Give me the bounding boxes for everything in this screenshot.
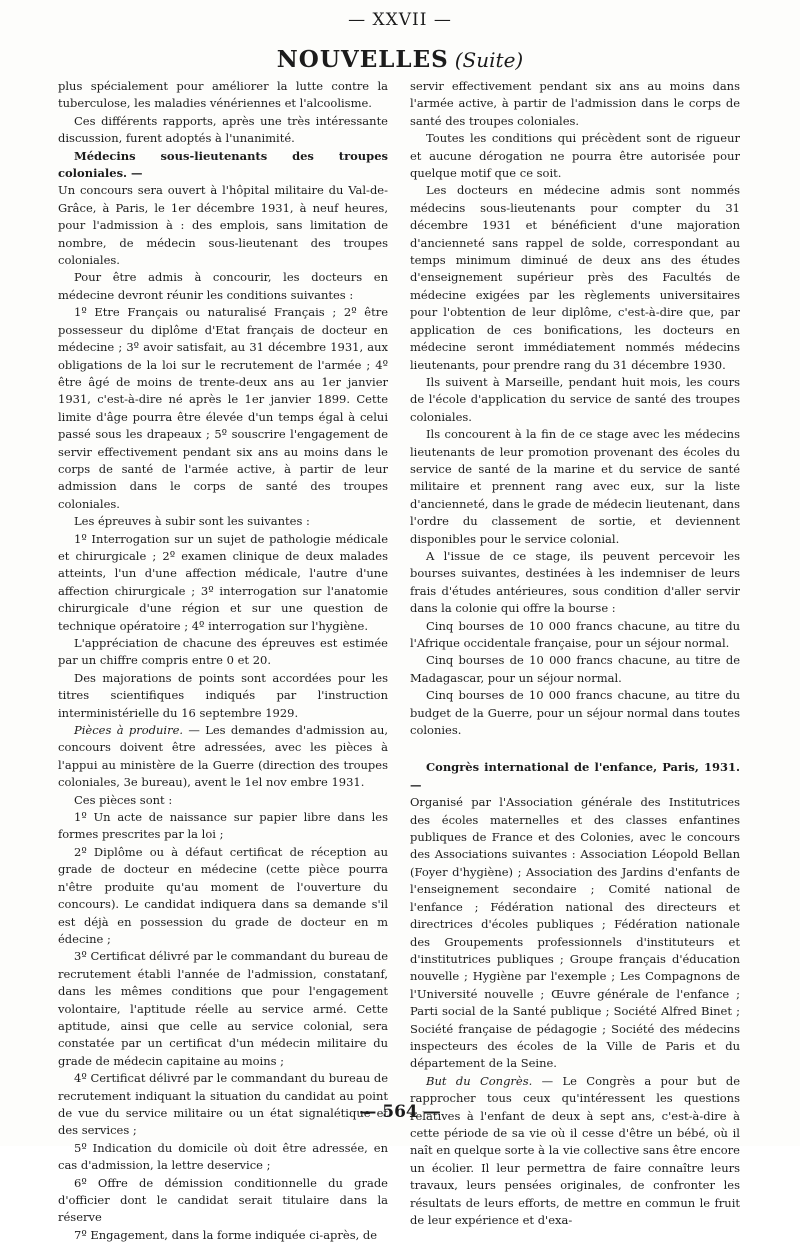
- paragraph: 6º Offre de démission conditionnelle du grade d'officier dont le candidat serait titulaire dans la réserve: [58, 1175, 388, 1225]
- paragraph: Les épreuves à subir sont les suivantes :: [74, 514, 310, 529]
- paragraph: Ces différents rapports, après une très intéressante discussion, furent adoptés à l'unanimité.: [58, 113, 388, 146]
- paragraph: Un concours sera ouvert à l'hôpital militaire du Val-de-Grâce, à Paris, le 1er décembre 1931, à neuf heures, pour l'admission à : des emplois, sans limitation de nombre, de médecin sous-lieutenant des troupes coloniales.: [58, 183, 388, 268]
- paragraph: Pour être admis à concourir, les docteurs en médecine devront réunir les conditions suivantes :: [58, 270, 388, 302]
- section-title-suite: (Suite): [454, 48, 524, 72]
- paragraph: 1º Etre Français ou naturalisé Français ; 2º être possesseur du diplôme d'Etat français de docteur en médecine ; 3º avoir satisfait, au 31 décembre 1931, aux obligations de la loi sur le recrutement de l'armée ; 4º être âgé de moins de trente-deux ans au 1er janvier 1931, c'est-à-dire né après le 1er janvier 1899. Cette limite d'âge pourra être élevée d'un temps égal à celui passé sous les drapeaux ; 5º souscrire l'engagement de servir effectivement pendant six ans au moins dans le corps de santé de l'armée active, à partir de leur admission dans le corps de santé des troupes coloniales.: [58, 305, 388, 511]
- paragraph-text: — Le Congrès a pour but de rapprocher tous ceux qu'intéressent les questions relatives à l'enfant de deux à sept ans, c'est-à-dire à cette période de sa vie où il cesse d'être un bébé, où il naît en quelque sorte à la vie collective sans être encore un écolier. Il leur permettra de faire connaître leurs travaux, leurs pensées originales, de confronter les résultats de leurs efforts, de mettre en commun le fruit de leur expérience et d'exa-: [410, 1073, 741, 1227]
- paragraph: Cinq bourses de 10 000 francs chacune, au titre du budget de la Guerre, pour un séjour normal dans toutes colonies.: [410, 688, 740, 738]
- paragraph: Cinq bourses de 10 000 francs chacune, au titre de Madagascar, pour un séjour normal.: [410, 653, 740, 685]
- section-title: [0, 46, 800, 73]
- paragraph: [58, 148, 388, 183]
- section-title-text: NOUVELLES: [276, 46, 449, 73]
- paragraph: plus spécialement pour améliorer la lutte contre la tuberculose, les maladies vénériennes et l'alcoolisme.: [58, 79, 388, 111]
- paragraph: 2º Diplôme ou à défaut certificat de réception au grade de docteur en médecine (cette pièce pourra n'être produite qu'au moment de l'ouverture du concours). Le candidat indiquera dans sa demande s'il est déjà en possession du grade de docteur en m édecine ;: [58, 844, 388, 946]
- paragraph-text: — Les demandes d'admission au, concours doivent être adressées, avec les pièces à l'appui au ministère de la Guerre (direction des troupes coloniales, 3e bureau), avent le 1el nov embre 1931.: [58, 723, 389, 790]
- paragraph: Des majorations de points sont accordées pour les titres scientifiques indiqués par l'instruction interministérielle du 16 septembre 1929.: [58, 670, 388, 720]
- paragraph: [410, 1073, 740, 1230]
- paragraph: Les docteurs en médecine admis sont nommés médecins sous-lieutenants pour compter du 31 décembre 1931 et bénéficient d'une majoration d'ancienneté sans rappel de solde, correspondant au temps minimum diminué de deux ans des études d'enseignement supérieur près des Facultés de médecine exigées par les règlements universitaires pour l'obtention de leur diplôme, c'est-à-dire que, par application de ces bonifications, les docteurs en médecine seront immédiatement nommés médecins lieutenants, pour prendre rang du 31 décembre 1930.: [410, 183, 740, 372]
- paragraph: 1º Un acte de naissance sur papier libre dans les formes prescrites par la loi ;: [58, 810, 388, 842]
- subheading: Pièces à produire.: [74, 723, 184, 738]
- paragraph: 1º Interrogation sur un sujet de pathologie médicale et chirurgicale ; 2º examen clinique de deux malades atteints, l'un d'une affection médicale, l'autre d'une affection chirurgicale ; 3º interrogation sur l'anatomie chirurgicale d'une région et sur une question de technique opératoire ; 4º interrogation sur l'hygiène.: [58, 531, 388, 633]
- paragraph: 3º Certificat délivré par le commandant du bureau de recrutement établi l'année de l'admission, constatanf, dans les mêmes conditions que pour l'engagement volontaire, l'aptitude réelle au service armé. Cette aptitude, ainsi que celle au service colonial, sera constatée par un certificat d'un médecin militaire du grade de médecin capitaine au moins ;: [58, 949, 388, 1068]
- left-column: [58, 78, 388, 1244]
- paragraph: servir effectivement pendant six ans au moins dans l'armée active, à partir de l'admission dans le corps de santé des troupes coloniales.: [410, 79, 740, 128]
- paragraph: [58, 722, 388, 792]
- paragraph: Ils suivent à Marseille, pendant huit mois, les cours de l'école d'application du service de santé des troupes coloniales.: [410, 374, 740, 424]
- paragraph: L'appréciation de chacune des épreuves est estimée par un chiffre compris entre 0 et 20.: [58, 636, 388, 668]
- paragraph: Organisé par l'Association générale des Institutrices des écoles maternelles et des classes enfantines publiques de France et des Colonies, avec le concours des Associations suivantes : Association Léopold Bellan (Foyer d'hygiène) ; Association des Jardins d'enfants de l'enseignement secondaire ; Comité national de l'enfance ; Fédération national des directeurs et directrices d'écoles publiques ; Fédération nationale des Groupements professionnels d'instituteurs et d'institutrices publiques ; Groupe français d'éducation nouvelle ; Hygiène par l'exemple ; Les Compagnons de l'Université nouvelle ; Œuvre générale de l'enfance ; Parti social de la Santé publique ; Société Alfred Binet ; Société française de pédagogie ; Société des médecins inspecteurs des écoles de la Ville de Paris et du département de la Seine.: [410, 795, 740, 1071]
- paragraph: [410, 759, 740, 794]
- paragraph: 7º Engagement, dans la forme indiquée ci-après, de: [74, 1227, 378, 1242]
- article-heading: Médecins sous-lieutenants des troupes coloniales. —: [58, 148, 388, 181]
- paragraph: 4º Certificat délivré par le commandant du bureau de recrutement indiquant la situation du candidat au point de vue du service militaire ou un état signalétique et des services ;: [58, 1071, 388, 1138]
- right-column: [410, 78, 740, 1229]
- page-number: — 564 —: [359, 1102, 441, 1122]
- paragraph: Toutes les conditions qui précèdent sont de rigueur et aucune dérogation ne pourra être autorisée pour quelque motif que ce soit.: [410, 131, 740, 181]
- paragraph: Ces pièces sont :: [74, 792, 173, 807]
- article-heading: Congrès international de l'enfance, Paris, 1931. —: [410, 760, 740, 792]
- running-header: — XXVII —: [348, 10, 452, 30]
- paragraph: Cinq bourses de 10 000 francs chacune, au titre du l'Afrique occidentale française, pour un séjour normal.: [410, 618, 740, 650]
- paragraph: 5º Indication du domicile où doit être adressée, en cas d'admission, la lettre deservice ;: [58, 1140, 388, 1173]
- paragraph: Ils concourent à la fin de ce stage avec les médecins lieutenants de leur promotion provenant des écoles du service de santé de la marine et du service de santé militaire et prennent rang avec eux, sur la liste d'ancienneté, dans le grade de médecin lieutenant, dans l'ordre du classement de sortie, et deviennent disponibles pour le service colonial.: [410, 427, 740, 546]
- paragraph: A l'issue de ce stage, ils peuvent percevoir les bourses suivantes, destinées à les indemniser de leurs frais d'études antérieures, sous condition d'aller servir dans la colonie qui offre la bourse :: [410, 548, 740, 616]
- subheading: But du Congrès.: [426, 1073, 533, 1088]
